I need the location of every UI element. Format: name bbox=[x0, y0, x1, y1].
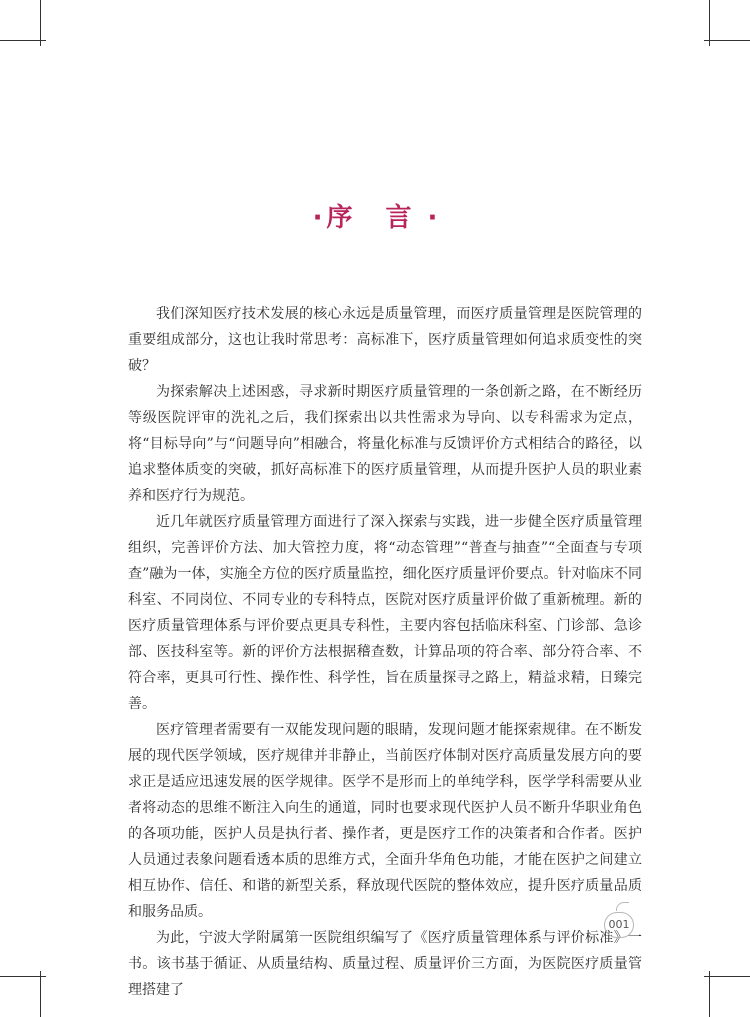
paragraph: 为此，宁波大学附属第一医院组织编写了《医疗质量管理体系与评价标准》一书。该书基于循证、从质量结构、质量过程、质量评价三方面，为医院医疗质量管理搭建了 bbox=[128, 930, 642, 998]
paragraph: 近几年就医疗质量管理方面进行了深入探索与实践，进一步健全医疗质量管理组织，完善评价方法、加大管控力度，将“动态管理”“普查与抽查”“全面查与专项查”融为一体，实施全方位的医疗质量监控，细化医疗质量评价要点。针对临床不同科室、不同岗位、不同专业的专科特点，医院对医疗质量评价做了重新梳理。新的医疗质量管理体系与评价要点更具专科性，主要内容包括临床科室、门诊部、急诊部、医技科室等。新的评价方法根据稽查数，计算品项的符合率、部分符合率、不符合率，更具可行性、操作性、科学性，旨在质量探寻之路上，精益求精，日臻完善。 bbox=[128, 514, 642, 712]
page-title bbox=[0, 198, 750, 238]
crop-mark-bottom-right-horizontal bbox=[704, 976, 750, 977]
crop-mark-bottom-right-vertical bbox=[709, 971, 710, 1017]
crop-mark-top-left-horizontal bbox=[0, 40, 46, 41]
page-number: 001 bbox=[604, 912, 634, 938]
title-dot-right: · bbox=[427, 203, 438, 233]
crop-mark-bottom-left-vertical bbox=[40, 971, 41, 1017]
paragraph: 我们深知医疗技术发展的核心永远是质量管理，而医疗质量管理是医院管理的重要组成部分，这也让我时常思考：高标准下，医疗质量管理如何追求质变性的突破？ bbox=[128, 306, 642, 374]
page-number-ornament bbox=[616, 902, 629, 911]
title-dot-left: · bbox=[312, 203, 323, 233]
crop-mark-bottom-left-horizontal bbox=[0, 976, 46, 977]
paragraph: 医疗管理者需要有一双能发现问题的眼睛，发现问题才能探索规律。在不断发展的现代医学领域，医疗规律并非静止，当前医疗体制对医疗高质量发展方向的要求正是适应迅速发展的医学规律。医学不是形而上的单纯学科，医学学科需要从业者将动态的思维不断注入向生的通道，同时也要求现代医护人员不断升华职业角色的各项功能，医护人员是执行者、操作者，更是医疗工作的决策者和合作者。医护人员通过表象问题看透本质的思维方式，全面升华角色功能，才能在医护之间建立相互协作、信任、和谐的新型关系，释放现代医院的整体效应，提升医疗质量品质和服务品质。 bbox=[128, 722, 642, 920]
title-text: 序 言 bbox=[326, 203, 424, 233]
body-text bbox=[128, 301, 642, 1003]
paragraph: 为探索解决上述困惑，寻求新时期医疗质量管理的一条创新之路，在不断经历等级医院评审的洗礼之后，我们探索出以共性需求为导向、以专科需求为定点，将“目标导向”与“问题导向”相融合，将量化标准与反馈评价方式相结合的路径，以追求整体质变的突破，抓好高标准下的医疗质量管理，从而提升医护人员的职业素养和医疗行为规范。 bbox=[128, 384, 642, 504]
crop-mark-top-right-horizontal bbox=[704, 40, 750, 41]
